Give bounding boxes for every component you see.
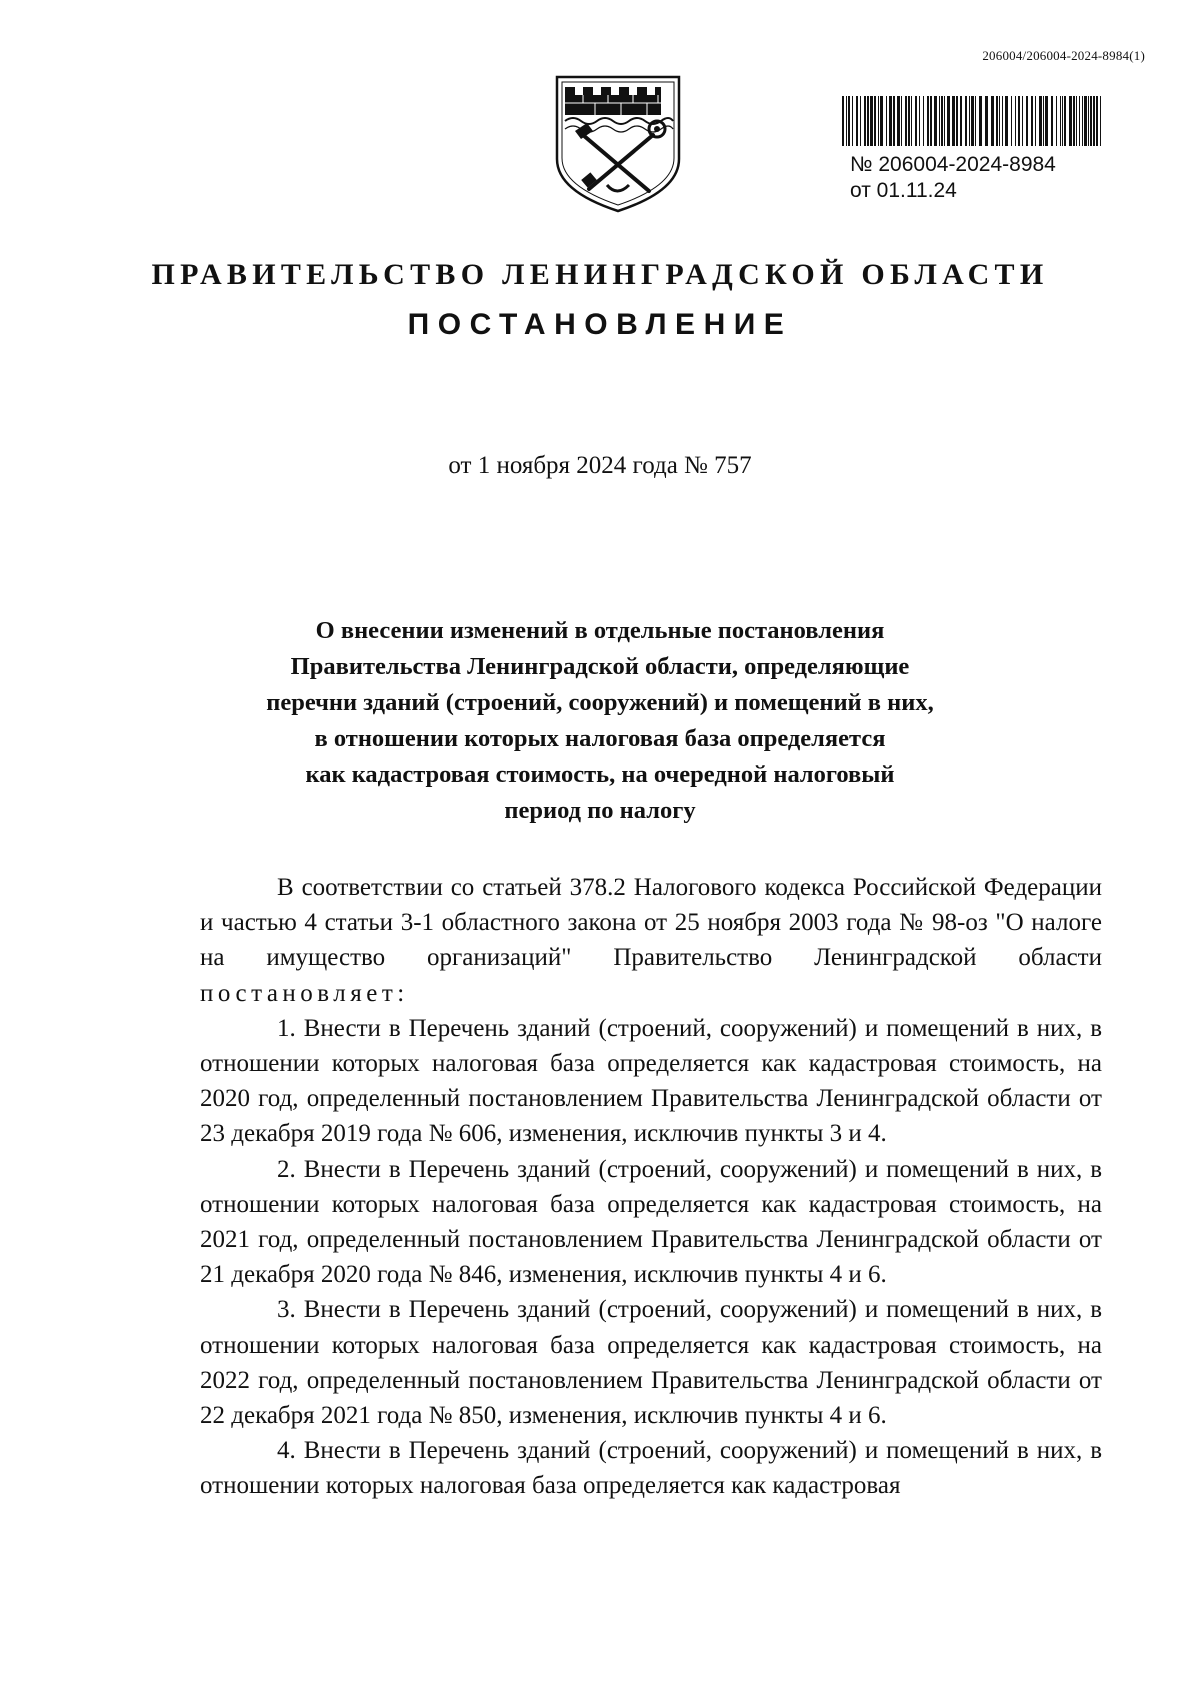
title-line: перечни зданий (строений, сооружений) и помещений в них, (266, 689, 934, 716)
government-name: ПРАВИТЕЛЬСТВО ЛЕНИНГРАДСКОЙ ОБЛАСТИ (151, 258, 1049, 291)
barcode-icon (842, 96, 1104, 146)
list-item: 4. Внести в Перечень зданий (строений, сооружений) и помещений в них, в отношении которых налоговая база определяется как кадастровая (200, 1437, 1102, 1500)
registration-date: от 01.11.24 (850, 179, 957, 202)
document-corner-code: 206004/206004-2024-8984(1) (982, 48, 1145, 63)
preamble-paragraph (200, 870, 1102, 1011)
registration-number: № 206004-2024-8984 (850, 153, 1056, 176)
preamble-keyword: постановляет: (200, 979, 409, 1007)
document-type: ПОСТАНОВЛЕНИЕ (407, 308, 793, 341)
title-line: как кадастровая стоимость, на очередной налоговый (305, 761, 895, 788)
title-line: период по налогу (504, 797, 696, 824)
list-item: 1. Внести в Перечень зданий (строений, сооружений) и помещений в них, в отношении которых налоговая база определяется как кадастровая стоимость, на 2020 год, определенный постановлением Правительства Ленинградской области от 23 декабря 2019 года № 606, изменения, исключив пункты 3 и 4. (200, 1014, 1102, 1148)
registration-block (850, 152, 1056, 204)
title-line: О внесении изменений в отдельные постановления (315, 617, 885, 644)
document-body (200, 870, 1102, 1504)
list-item: 2. Внести в Перечень зданий (строений, сооружений) и помещений в них, в отношении которых налоговая база определяется как кадастровая стоимость, на 2021 год, определенный постановлением Правительства Ленинградской области от 21 декабря 2020 года № 846, изменения, исключив пункты 4 и 6. (200, 1155, 1102, 1289)
list-item: 3. Внести в Перечень зданий (строений, сооружений) и помещений в них, в отношении которых налоговая база определяется как кадастровая стоимость, на 2022 год, определенный постановлением Правительства Ленинградской области от 22 декабря 2021 года № 850, изменения, исключив пункты 4 и 6. (200, 1296, 1102, 1430)
leningrad-oblast-coat-of-arms-icon (553, 73, 683, 213)
title-line: в отношении которых налоговая база определяется (314, 725, 886, 752)
title-line: Правительства Ленинградской области, определяющие (290, 653, 910, 680)
decree-date-number: от 1 ноября 2024 года № 757 (448, 452, 752, 479)
document-title (0, 613, 1200, 829)
preamble-text: В соответствии со статьей 378.2 Налогового кодекса Российской Федерации и частью 4 статьи 3-1 областного закона от 25 ноября 2003 года № 98-оз "О налоге на имущество организаций" Правительство Ленинградской области (200, 874, 1102, 972)
